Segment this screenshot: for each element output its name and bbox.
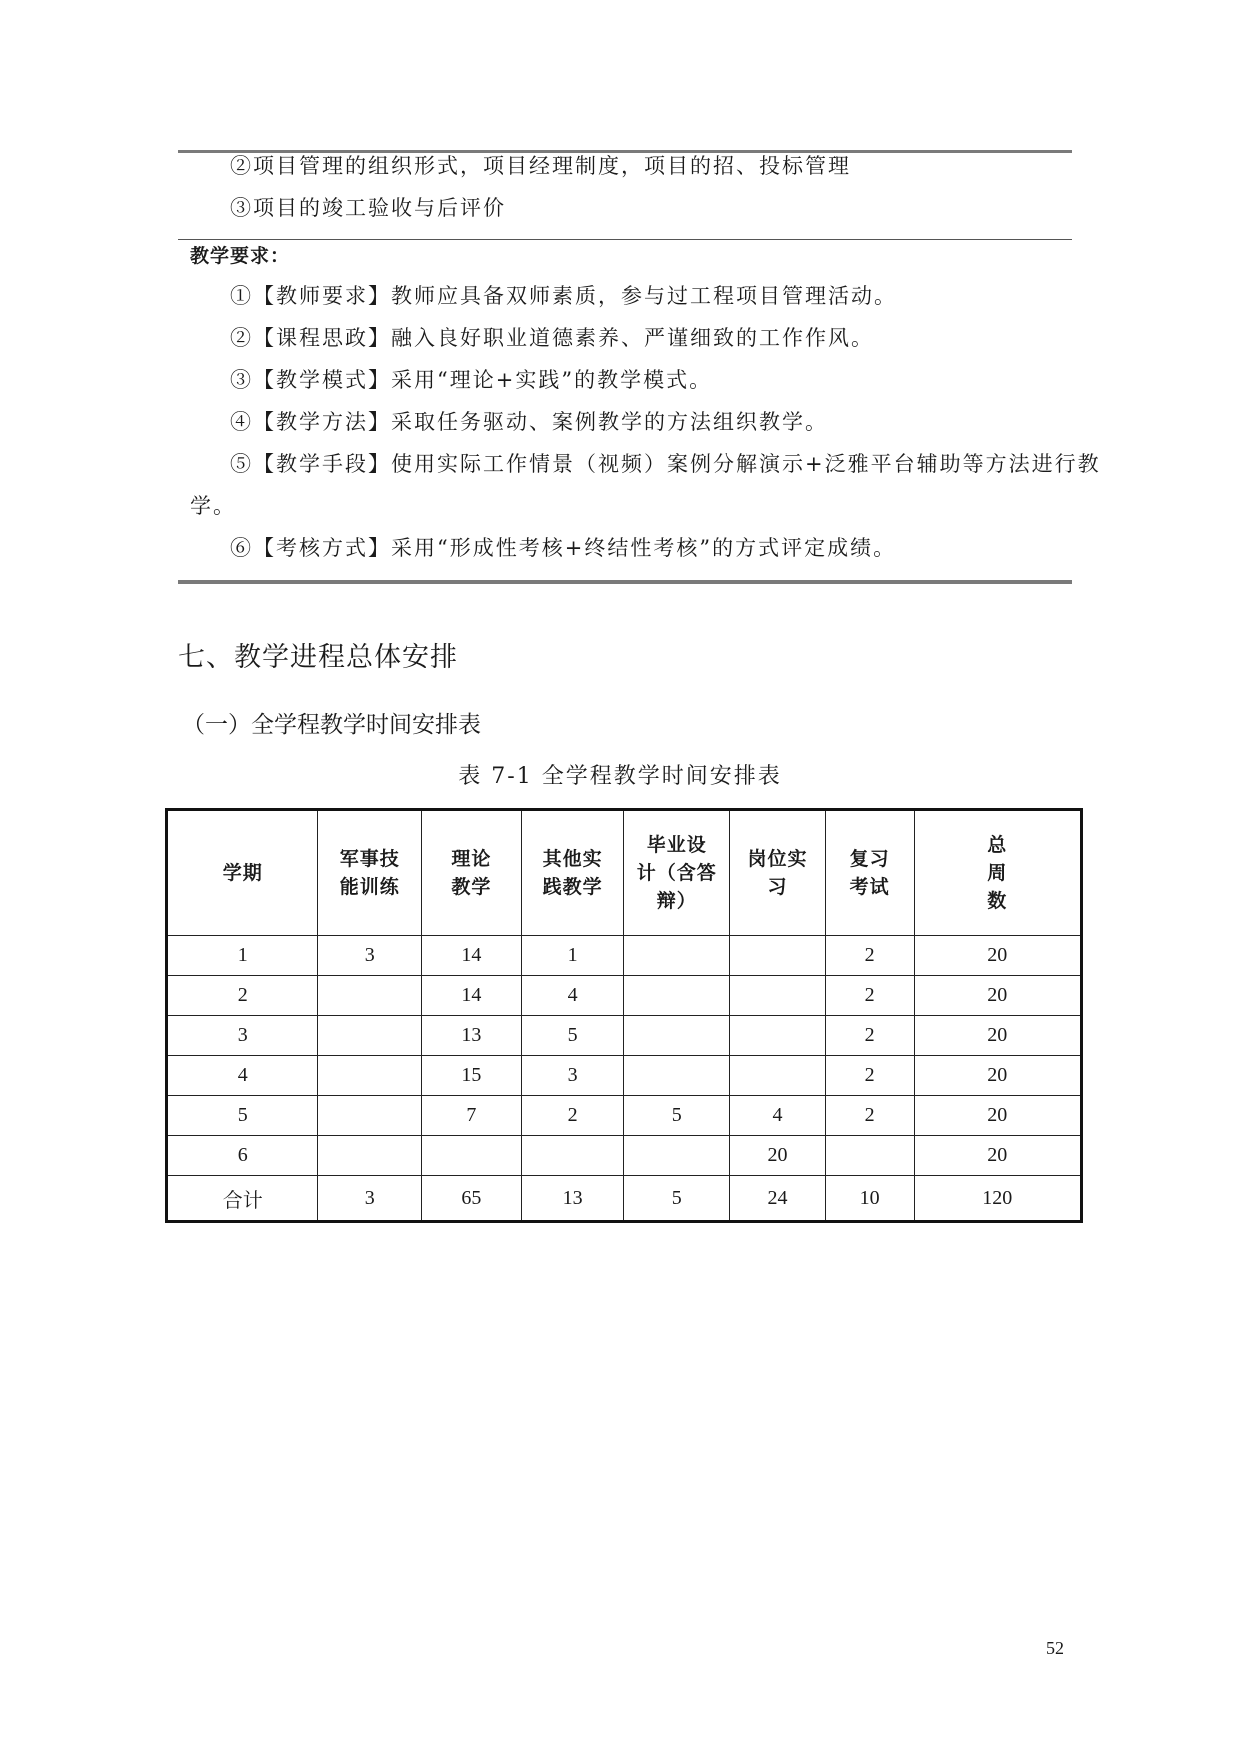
table-total-row bbox=[167, 1176, 1082, 1222]
table-cell: 20 bbox=[914, 936, 1082, 976]
total-cell: 24 bbox=[730, 1176, 826, 1222]
table-cell bbox=[624, 936, 730, 976]
header-semester: 学期 bbox=[167, 810, 318, 936]
table-cell: 13 bbox=[422, 1016, 522, 1056]
table-cell: 6 bbox=[167, 1136, 318, 1176]
total-cell: 3 bbox=[318, 1176, 422, 1222]
sub-title: （一）全学程教学时间安排表 bbox=[182, 712, 481, 738]
table-cell: 15 bbox=[422, 1056, 522, 1096]
table-cell: 3 bbox=[318, 936, 422, 976]
table-row bbox=[167, 1056, 1082, 1096]
table-cell: 1 bbox=[521, 936, 624, 976]
table-cell: 2 bbox=[825, 976, 914, 1016]
table-cell: 3 bbox=[167, 1016, 318, 1056]
table-cell bbox=[318, 1136, 422, 1176]
table-cell: 5 bbox=[167, 1096, 318, 1136]
total-cell: 10 bbox=[825, 1176, 914, 1222]
table-cell: 5 bbox=[624, 1096, 730, 1136]
box-divider bbox=[178, 239, 1072, 240]
table-row bbox=[167, 1136, 1082, 1176]
table-cell: 4 bbox=[730, 1096, 826, 1136]
table-cell bbox=[730, 976, 826, 1016]
header-total-weeks: 总 周 数 bbox=[914, 810, 1082, 936]
table-cell: 4 bbox=[167, 1056, 318, 1096]
table-cell: 20 bbox=[914, 1096, 1082, 1136]
table-cell: 2 bbox=[825, 1016, 914, 1056]
table-cell: 20 bbox=[914, 1056, 1082, 1096]
header-other-practice: 其他实 践教学 bbox=[521, 810, 624, 936]
table-cell: 2 bbox=[521, 1096, 624, 1136]
requirement-ideology: ②【课程思政】融入良好职业道德素养、严谨细致的工作作风。 bbox=[230, 326, 874, 350]
header-military-training: 军事技 能训练 bbox=[318, 810, 422, 936]
header-theory-teaching: 理论 教学 bbox=[422, 810, 522, 936]
table-cell bbox=[318, 1056, 422, 1096]
table-cell: 3 bbox=[521, 1056, 624, 1096]
table-cell bbox=[624, 1016, 730, 1056]
requirement-means: ⑤【教学手段】使用实际工作情景（视频）案例分解演示+泛雅平台辅助等方法进行教 bbox=[230, 452, 1101, 476]
table-cell: 14 bbox=[422, 936, 522, 976]
table-row bbox=[167, 1016, 1082, 1056]
table-cell: 14 bbox=[422, 976, 522, 1016]
table-cell bbox=[624, 1056, 730, 1096]
header-internship: 岗位实 习 bbox=[730, 810, 826, 936]
table-cell: 2 bbox=[167, 976, 318, 1016]
table-cell: 2 bbox=[825, 936, 914, 976]
table-caption: 表 7-1 全学程教学时间安排表 bbox=[458, 764, 782, 789]
table-header-row bbox=[167, 810, 1082, 936]
course-content-box bbox=[178, 150, 1101, 584]
table-cell bbox=[730, 936, 826, 976]
requirement-means-continued: 学。 bbox=[190, 494, 236, 518]
header-graduation-design: 毕业设 计（含答 辩） bbox=[624, 810, 730, 936]
total-cell: 120 bbox=[914, 1176, 1082, 1222]
requirement-mode: ③【教学模式】采用“理论+实践”的教学模式。 bbox=[230, 368, 713, 392]
requirement-method: ④【教学方法】采取任务驱动、案例教学的方法组织教学。 bbox=[230, 410, 828, 434]
table-row bbox=[167, 1096, 1082, 1136]
table-cell bbox=[318, 1016, 422, 1056]
table-cell: 20 bbox=[914, 976, 1082, 1016]
content-item-2: ②项目管理的组织形式，项目经理制度，项目的招、投标管理 bbox=[230, 154, 851, 178]
table-cell: 20 bbox=[914, 1136, 1082, 1176]
requirement-teacher: ①【教师要求】教师应具备双师素质，参与过工程项目管理活动。 bbox=[230, 284, 897, 308]
table-cell: 20 bbox=[730, 1136, 826, 1176]
table-cell bbox=[730, 1016, 826, 1056]
table-cell bbox=[422, 1136, 522, 1176]
total-cell: 合计 bbox=[167, 1176, 318, 1222]
table-cell: 5 bbox=[521, 1016, 624, 1056]
section-title: 七、教学进程总体安排 bbox=[178, 642, 458, 673]
schedule-table bbox=[165, 808, 1083, 1223]
requirements-label: 教学要求： bbox=[190, 245, 291, 267]
table-row bbox=[167, 936, 1082, 976]
table-row bbox=[167, 976, 1082, 1016]
total-cell: 13 bbox=[521, 1176, 624, 1222]
content-item-3: ③项目的竣工验收与后评价 bbox=[230, 196, 506, 220]
total-cell: 5 bbox=[624, 1176, 730, 1222]
table-cell bbox=[624, 1136, 730, 1176]
page-number: 52 bbox=[1046, 1638, 1064, 1658]
table-cell bbox=[521, 1136, 624, 1176]
table-cell: 1 bbox=[167, 936, 318, 976]
total-cell: 65 bbox=[422, 1176, 522, 1222]
table-cell bbox=[730, 1056, 826, 1096]
table-cell bbox=[624, 976, 730, 1016]
table-cell: 2 bbox=[825, 1056, 914, 1096]
table-cell: 4 bbox=[521, 976, 624, 1016]
header-review-exam: 复习 考试 bbox=[825, 810, 914, 936]
table-cell: 20 bbox=[914, 1016, 1082, 1056]
table-cell: 2 bbox=[825, 1096, 914, 1136]
requirement-assessment: ⑥【考核方式】采用“形成性考核+终结性考核”的方式评定成绩。 bbox=[230, 536, 897, 560]
table-cell bbox=[825, 1136, 914, 1176]
table-cell bbox=[318, 976, 422, 1016]
table-cell: 7 bbox=[422, 1096, 522, 1136]
table-cell bbox=[318, 1096, 422, 1136]
